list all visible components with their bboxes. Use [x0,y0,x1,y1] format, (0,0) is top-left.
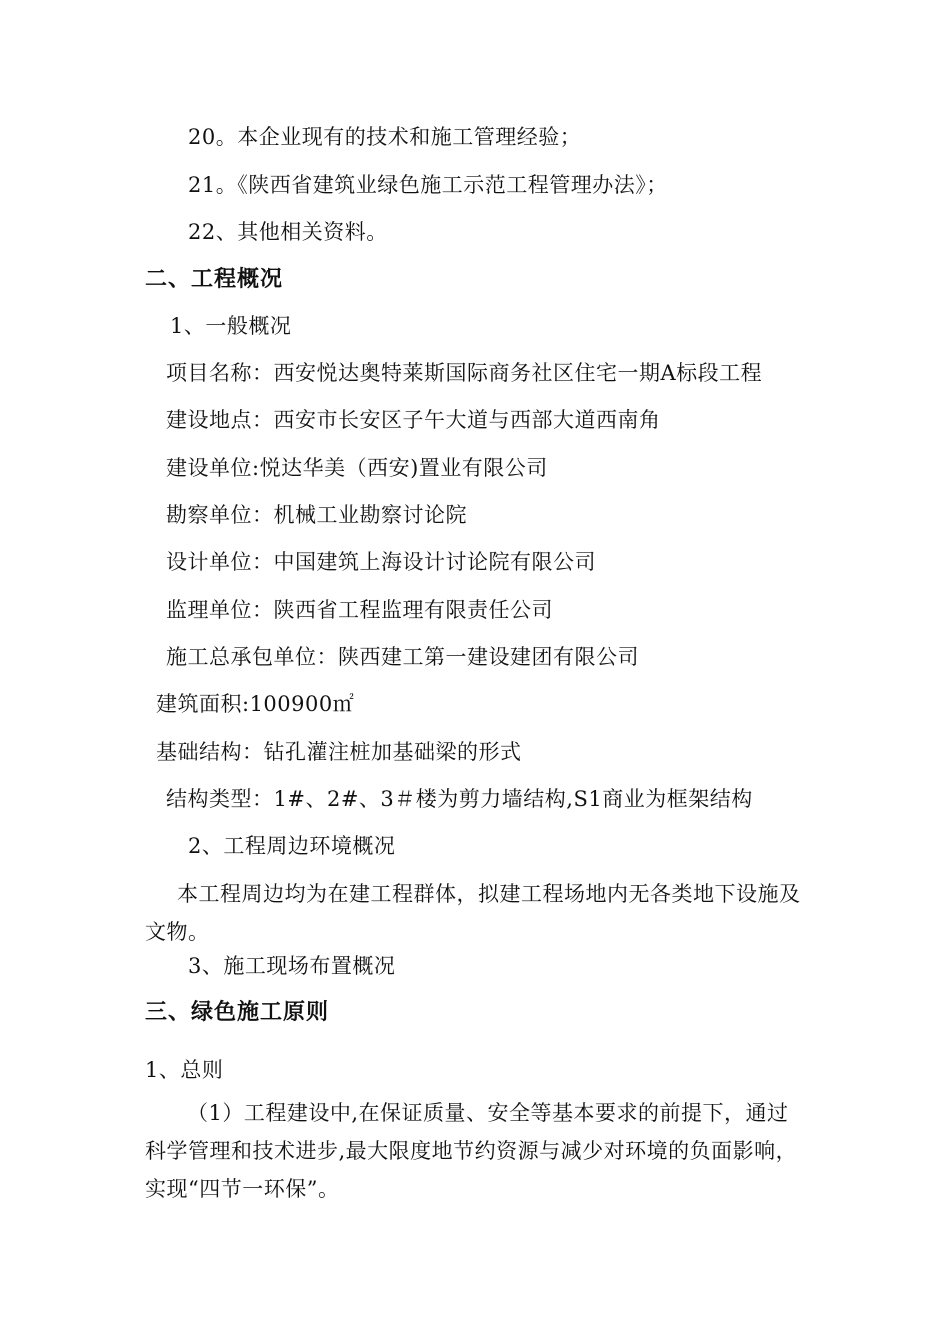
info-building-area: 建筑面积:100900㎡ [156,692,355,716]
info-construction-unit: 建设单位:悦达华美（西安)置业有限公司 [166,456,548,480]
paragraph-general-principle-1: （1）工程建设中,在保证质量、安全等基本要求的前提下，通过科学管理和技术进步,最大限度地节约资源与减少对环境的负面影响，实现“四节一环保”。 [145,1101,798,1201]
info-structure-type: 结构类型：1#、2#、3＃楼为剪力墙结构,S1商业为框架结构 [166,787,753,811]
reference-item-20: 20。本企业现有的技术和施工管理经验； [188,125,582,149]
info-construction-location: 建设地点：西安市长安区子午大道与西部大道西南角 [166,408,661,432]
info-survey-unit: 勘察单位：机械工业勘察讨论院 [166,503,467,527]
subheading-surrounding-environment: 2、工程周边环境概况 [188,834,396,858]
section-heading-project-overview: 二、工程概况 [145,266,284,292]
info-foundation-structure: 基础结构：钻孔灌注桩加基础梁的形式 [156,740,522,764]
subheading-general-overview: 1、一般概况 [170,314,292,338]
info-general-contractor: 施工总承包单位：陕西建工第一建设建团有限公司 [166,645,639,669]
section-heading-green-construction-principles: 三、绿色施工原则 [145,999,330,1025]
subheading-general-principles: 1、总则 [145,1058,224,1082]
reference-item-22: 22、其他相关资料。 [188,220,388,244]
info-design-unit: 设计单位：中国建筑上海设计讨论院有限公司 [166,550,596,574]
subheading-site-layout: 3、施工现场布置概况 [188,954,396,978]
info-project-name: 项目名称：西安悦达奥特莱斯国际商务社区住宅一期A标段工程 [166,361,763,385]
reference-item-21: 21。《陕西省建筑业绿色施工示范工程管理办法》； [188,173,668,197]
paragraph-surrounding-environment: 本工程周边均为在建工程群体，拟建工程场地内无各类地下设施及文物。 [145,882,801,944]
info-supervision-unit: 监理单位：陕西省工程监理有限责任公司 [166,598,553,622]
